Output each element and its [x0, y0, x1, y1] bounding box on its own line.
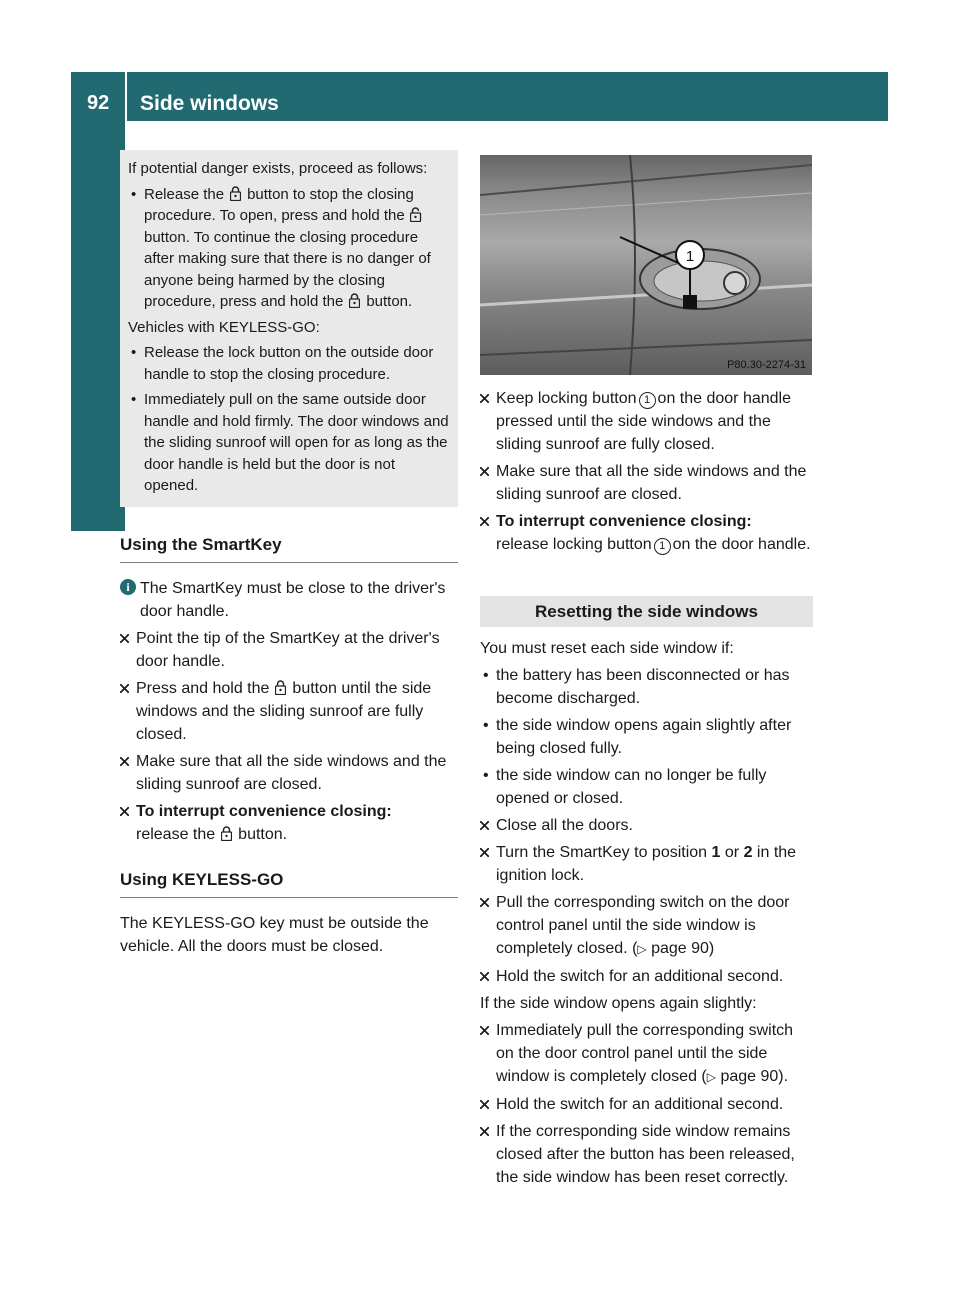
text: on the door handle.: [672, 536, 811, 553]
step: Hold the switch for an additional second.: [480, 1093, 813, 1116]
photo-code: P80.30-2274-31: [727, 359, 806, 371]
reset-bullet: • the side window can no longer be fully opened or closed.: [480, 764, 813, 810]
text: button until the side windows and the sliding sunroof are fully closed.: [136, 679, 432, 743]
reset-bullet: • the battery has been disconnected or has become discharged.: [480, 664, 813, 710]
door-handle-photo: [480, 155, 812, 375]
reset-heading: Resetting the side windows: [480, 596, 813, 627]
text: button. To continue the closing procedure after making sure that there is no danger of anyone being harmed by the closing procedure, press and hold the: [144, 228, 431, 310]
danger-bullet: • Release the lock button on the outside door handle to stop the closing procedure.: [128, 342, 450, 385]
step: [480, 1019, 813, 1089]
page-reference-icon: ▷: [637, 942, 647, 956]
step-heading: To interrupt convenience closing:: [136, 802, 392, 820]
step: [120, 677, 458, 746]
photo-callout: 1: [685, 248, 695, 265]
text: Immediately pull the corresponding switch on the door control panel until the side window is completely closed (: [496, 1022, 794, 1085]
text: in the ignition lock.: [496, 844, 797, 884]
reset-intro: You must reset each side window if:: [480, 640, 734, 657]
step: If the corresponding side window remains closed after the button has been released, the side window has been reset correctly.: [480, 1120, 813, 1189]
info-icon: i: [120, 579, 136, 595]
position-value: 1: [711, 844, 721, 861]
keyless-go-heading: Using KEYLESS-GO: [120, 868, 458, 898]
page-reference[interactable]: page 90).: [720, 1068, 789, 1085]
text: or: [724, 844, 740, 861]
reset-intro-2: If the side window opens again slightly:: [480, 995, 757, 1012]
danger-intro: If potential danger exists, proceed as follows:: [128, 160, 428, 177]
step: Make sure that all the side windows and the sliding sunroof are closed.: [480, 460, 813, 506]
text: on the door handle pressed until the side windows and the sliding sunroof are fully closed.: [496, 390, 791, 453]
step: [480, 387, 813, 456]
locked-padlock-icon: [228, 186, 243, 203]
step: Hold the switch for an additional second.: [480, 965, 813, 988]
right-column: [480, 155, 813, 1193]
step: [120, 800, 458, 846]
page-reference-icon: ▷: [706, 1070, 716, 1084]
step-heading: To interrupt convenience closing:: [496, 513, 752, 530]
danger-bullet: • Immediately pull on the same outside door handle and hold firmly. The door windows and the sliding sunroof will open for as long as the door handle is held but the door is not opened.: [128, 389, 450, 497]
text: Release the: [144, 185, 225, 203]
callout-number: 1: [639, 392, 656, 409]
step: [480, 841, 813, 887]
text: button.: [238, 825, 288, 843]
step: Point the tip of the SmartKey at the driver's door handle.: [120, 627, 458, 673]
locked-padlock-icon: [347, 293, 362, 310]
text: Pull the corresponding switch on the door control panel until the side window is completely closed. (: [496, 894, 790, 957]
header-separator: [125, 72, 127, 121]
smartkey-heading: Using the SmartKey: [120, 533, 458, 563]
position-value: 2: [743, 844, 753, 861]
door-illustration: [480, 155, 812, 375]
unlocked-padlock-icon: [409, 207, 424, 224]
text: button to stop the closing procedure. To open, press and hold the: [144, 185, 414, 224]
step: Make sure that all the side windows and the sliding sunroof are closed.: [120, 750, 458, 796]
step: [480, 510, 813, 556]
callout-number: 1: [654, 538, 671, 555]
text: release locking button: [496, 536, 652, 553]
chapter-label: Opening/closing: [84, 341, 107, 506]
info-note: [120, 577, 458, 623]
keyless-go-text: The KEYLESS-GO key must be outside the vehicle. All the doors must be closed.: [120, 914, 429, 955]
danger-bullet: [128, 184, 450, 313]
keyless-heading: Vehicles with KEYLESS-GO:: [128, 318, 320, 336]
page-title: Side windows: [140, 92, 279, 115]
text: Turn the SmartKey to position: [496, 844, 708, 861]
text: button.: [366, 293, 413, 310]
danger-box: [120, 150, 458, 507]
step: [480, 891, 813, 961]
reset-bullet: • the side window opens again slightly after being closed fully.: [480, 714, 813, 760]
locked-padlock-icon: [273, 680, 288, 697]
left-column: [120, 150, 458, 962]
text: release the: [136, 825, 216, 843]
page-reference[interactable]: page 90): [651, 940, 715, 957]
text: Keep locking button: [496, 390, 637, 407]
locked-padlock-icon: [219, 826, 234, 843]
page-number: 92: [87, 92, 110, 114]
step: Close all the doors.: [480, 814, 813, 837]
text: The SmartKey must be close to the driver's door handle.: [140, 579, 446, 620]
text: Press and hold the: [136, 679, 270, 697]
